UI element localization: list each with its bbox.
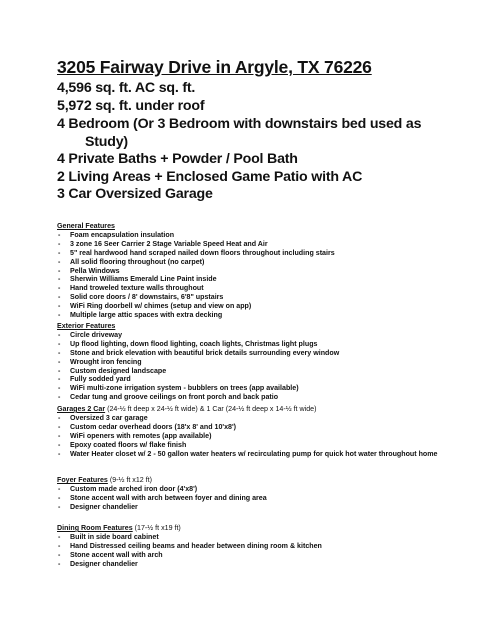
list-item: - Stone accent wall with arch [57,551,462,560]
list-item: - Solid core doors / 8' downstairs, 6'8" upstairs [57,293,462,302]
list-item: - 3 zone 16 Seer Carrier 2 Stage Variable Speed Heat and Air [57,240,462,249]
list-item: - All solid flooring throughout (no carpet) [57,258,462,267]
section-title: Exterior Features [57,322,116,330]
list-item: - WiFi Ring doorbell w/ chimes (setup and view on app) [57,302,462,311]
section-title: Foyer Features (9-½ ft x12 ft) [57,476,153,484]
list-item: - Custom made arched iron door (4'x8') [57,485,462,494]
list-item: - Wrought iron fencing [57,358,462,367]
feature-list [57,331,462,402]
list-item: - Circle driveway [57,331,462,340]
section-exterior-features [57,322,462,402]
section-foyer [57,476,462,512]
list-item: - Foam encapsulation insulation [57,231,462,240]
list-item: - WiFi multi-zone irrigation system - bubblers on trees (app available) [57,384,462,393]
list-item: - Oversized 3 car garage [57,414,462,423]
list-item: - Fully sodded yard [57,375,462,384]
feature-list [57,533,462,569]
highlight-garage: 3 Car Oversized Garage [57,186,213,202]
list-item: - Sherwin Williams Emerald Line Paint inside [57,275,462,284]
list-item: - Designer chandelier [57,503,462,512]
feature-list [57,414,462,459]
highlight-roof-sqft: 5,972 sq. ft. under roof [57,98,205,114]
feature-list [57,485,462,512]
list-item: - Hand troweled texture walls throughout [57,284,462,293]
list-item: - Up flood lighting, down flood lighting, coach lights, Christmas light plugs [57,340,462,349]
property-title: 3205 Fairway Drive in Argyle, TX 76226 [57,57,372,77]
highlight-baths: 4 Private Baths + Powder / Pool Bath [57,151,298,167]
list-item: - Built in side board cabinet [57,533,462,542]
list-item: - Epoxy coated floors w/ flake finish [57,441,462,450]
highlight-living: 2 Living Areas + Enclosed Game Patio with AC [57,169,363,185]
section-garages [57,405,462,458]
list-item: - Multiple large attic spaces with extra decking [57,311,462,320]
section-general-features [57,222,462,320]
list-item: - 5" real hardwood hand scraped nailed down floors throughout including stairs [57,249,462,258]
list-item: - Pella Windows [57,267,462,276]
section-title: Dining Room Features (17-½ ft x19 ft) [57,524,181,532]
section-title: General Features [57,222,115,230]
section-title: Garages 2 Car (24-½ ft deep x 24-½ ft wide) & 1 Car (24-½ ft deep x 14-½ ft wide) [57,405,317,413]
list-item: - Custom designed landscape [57,367,462,376]
list-item: - Stone and brick elevation with beautiful brick details surrounding every window [57,349,462,358]
section-dining-room [57,524,462,569]
list-item: - Custom cedar overhead doors (18'x 8' and 10'x8') [57,423,462,432]
highlight-bedrooms: 4 Bedroom (Or 3 Bedroom with downstairs bed used as [57,116,422,132]
feature-list [57,231,462,320]
list-item: - Designer chandelier [57,560,462,569]
highlight-ac-sqft: 4,596 sq. ft. AC sq. ft. [57,80,196,96]
list-item: - Stone accent wall with arch between foyer and dining area [57,494,462,503]
list-item: - Water Heater closet w/ 2 - 50 gallon water heaters w/ recirculating pump for quick hot water throughout home [57,450,462,459]
list-item: - Hand Distressed ceiling beams and header between dining room & kitchen [57,542,462,551]
list-item: - Cedar tung and groove ceilings on front porch and back patio [57,393,462,402]
list-item: - WiFi openers with remotes (app available) [57,432,462,441]
highlight-bedrooms-cont: Study) [85,134,128,150]
